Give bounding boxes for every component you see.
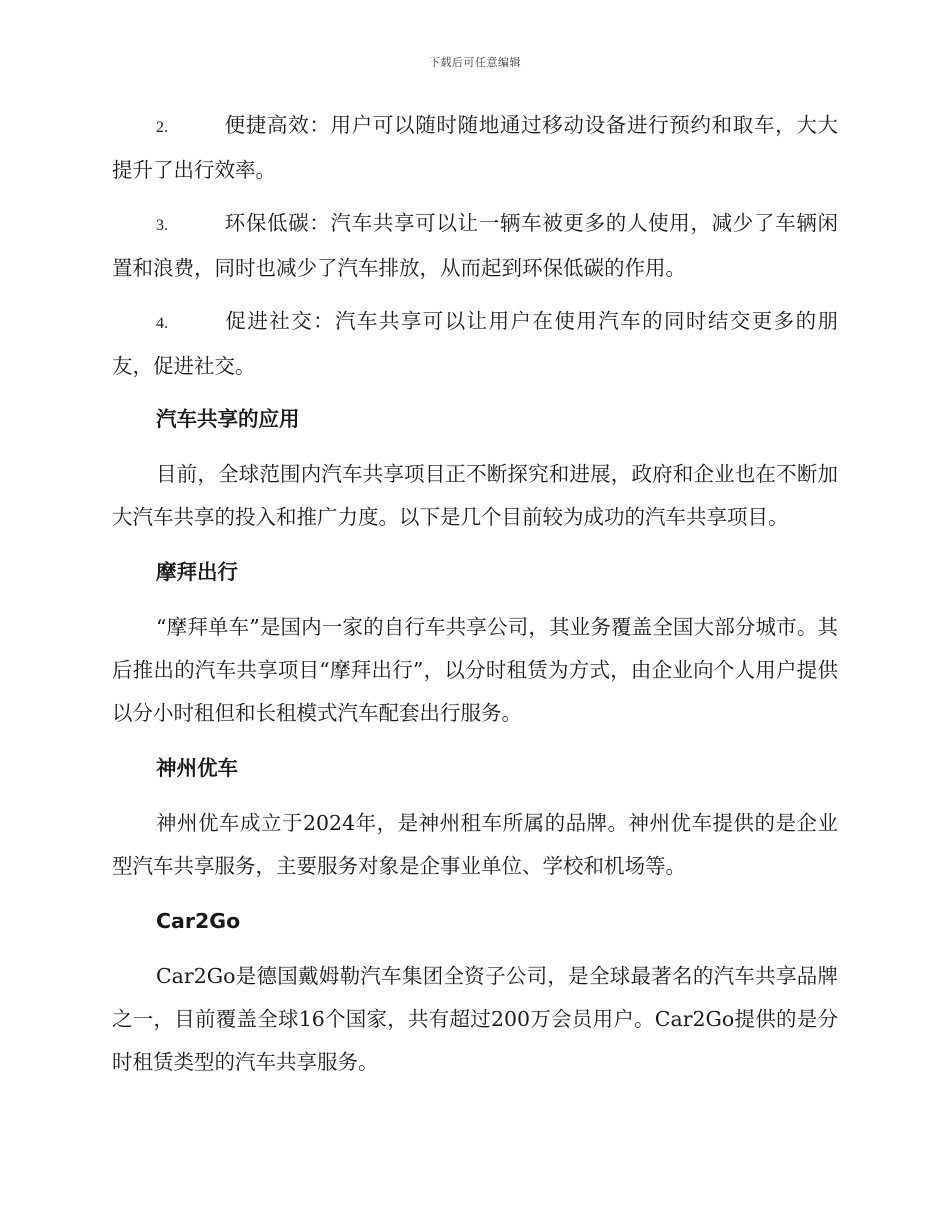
section-paragraph-shenzhou: 神州优车成立于2024年，是神州租车所属的品牌。神州优车提供的是企业型汽车共享服务，主要服务对象是企事业单位、学校和机场等。 (112, 811, 838, 878)
section-heading-shenzhou: 神州优车 (156, 756, 238, 780)
list-item-text: 环保低碳：汽车共享可以让一辆车被更多的人使用，减少了车辆闲置和浪费，同时也减少了汽车排放，从而起到环保低碳的作用。 (112, 211, 838, 280)
list-item (112, 202, 838, 290)
section-heading-application: 汽车共享的应用 (156, 407, 300, 431)
header-note: 下载后可任意编辑 (429, 56, 521, 69)
list-item-number: 4. (156, 315, 168, 332)
list-item (112, 104, 838, 192)
document-body (112, 104, 838, 1096)
list-item-number: 2. (156, 119, 168, 136)
list-item-text: 便捷高效：用户可以随时随地通过移动设备进行预约和取车，大大提升了出行效率。 (112, 113, 838, 182)
section-paragraph-application: 目前，全球范围内汽车共享项目正不断探究和进展，政府和企业也在不断加大汽车共享的投入和推广力度。以下是几个目前较为成功的汽车共享项目。 (112, 462, 838, 529)
section-paragraph-car2go: Car2Go是德国戴姆勒汽车集团全资子公司，是全球最著名的汽车共享品牌之一，目前覆盖全球16个国家，共有超过200万会员用户。Car2Go提供的是分时租赁类型的汽车共享服务。 (112, 964, 838, 1074)
list-item-text: 促进社交：汽车共享可以让用户在使用汽车的同时结交更多的朋友，促进社交。 (112, 309, 838, 378)
list-item (112, 300, 838, 388)
section-heading-car2go: Car2Go (156, 909, 241, 933)
section-heading-mobike: 摩拜出行 (156, 560, 238, 584)
list-item-number: 3. (156, 217, 168, 234)
section-paragraph-mobike: “摩拜单车”是国内一家的自行车共享公司，其业务覆盖全国大部分城市。其后推出的汽车共享项目“摩拜出行”，以分时租赁为方式，由企业向个人用户提供以分小时租但和长租模式汽车配套出行服务。 (112, 615, 838, 725)
